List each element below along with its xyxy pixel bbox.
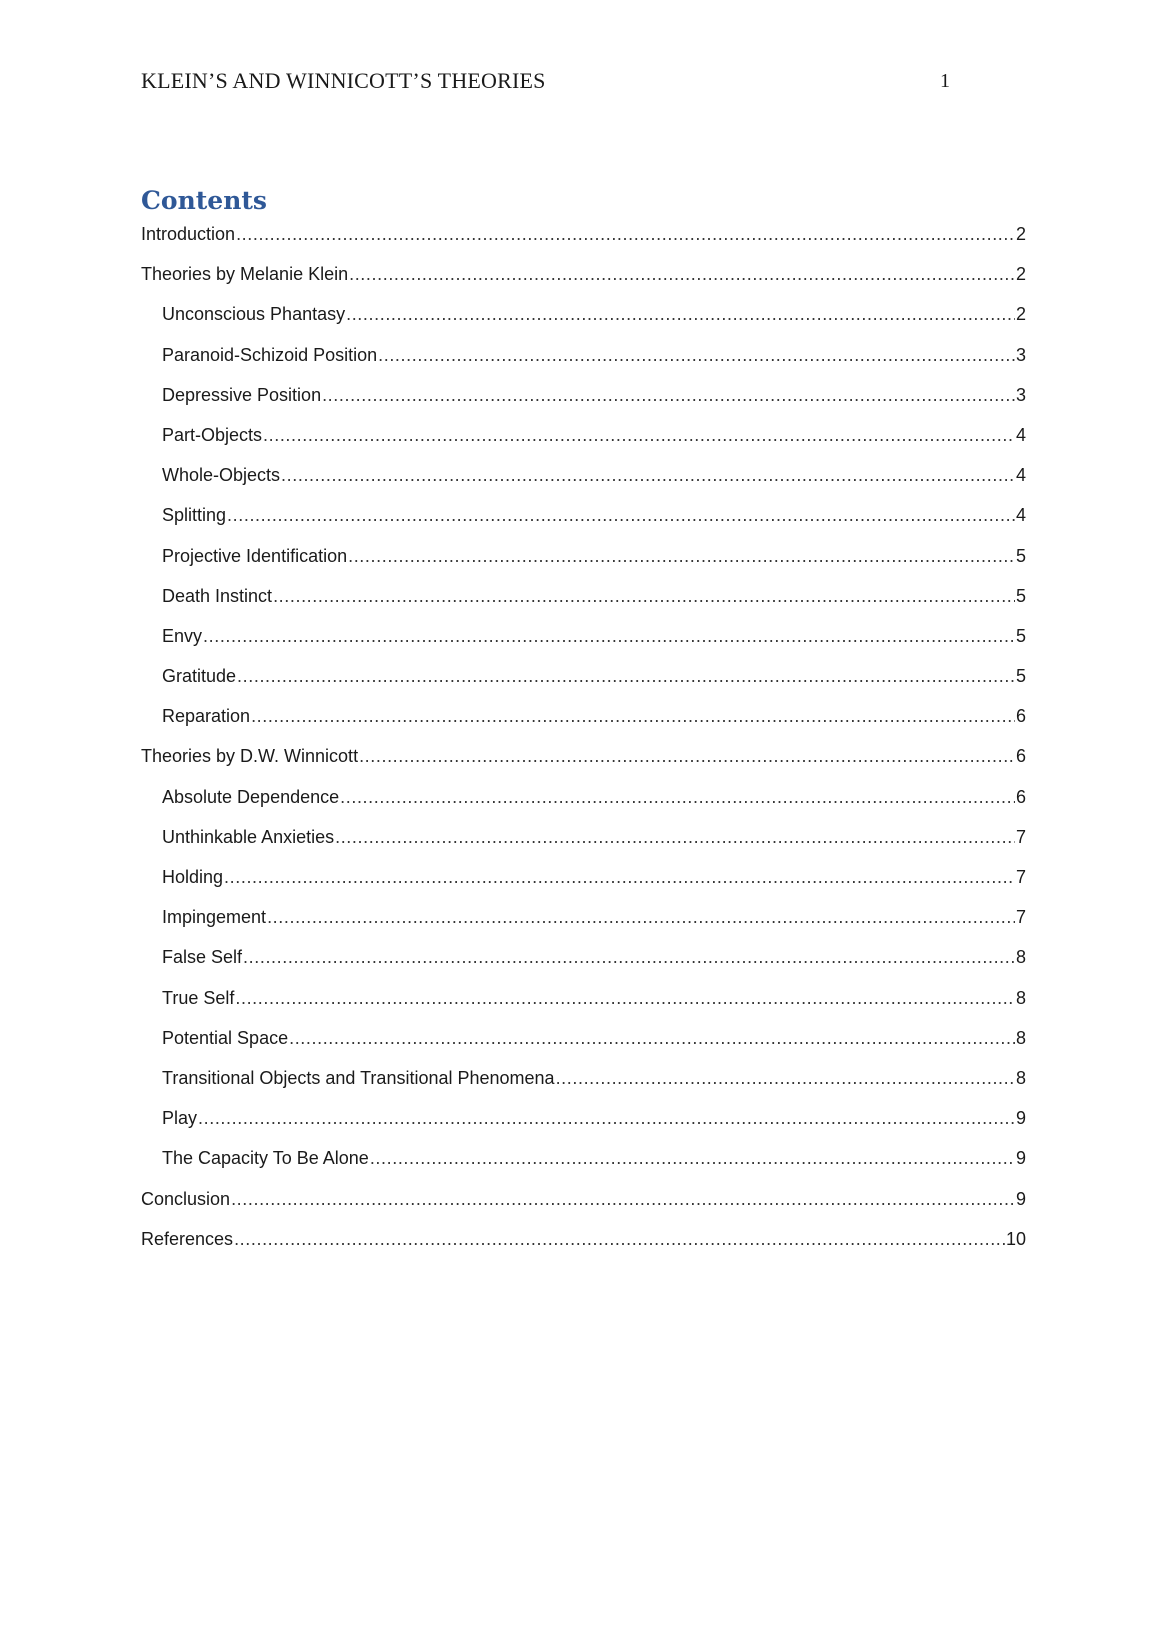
toc-entry-label: Gratitude	[162, 666, 237, 687]
toc-dot-leader	[203, 626, 1015, 648]
toc-entry[interactable]	[141, 827, 1026, 867]
toc-entry-page: 4	[1015, 424, 1026, 445]
toc-entry-page: 2	[1015, 264, 1026, 285]
toc-entry-label: Theories by Melanie Klein	[141, 264, 349, 285]
toc-entry-page: 6	[1015, 746, 1026, 767]
table-of-contents	[141, 224, 1026, 1269]
toc-dot-leader	[237, 666, 1015, 688]
toc-dot-leader	[235, 988, 1015, 1010]
toc-entry-page: 3	[1015, 384, 1026, 405]
toc-entry-label: Impingement	[162, 907, 267, 928]
toc-dot-leader	[340, 787, 1015, 809]
toc-dot-leader	[224, 867, 1015, 889]
toc-dot-leader	[263, 425, 1015, 447]
toc-entry-label: Depressive Position	[162, 384, 322, 405]
toc-entry[interactable]	[141, 425, 1026, 465]
toc-entry[interactable]	[141, 988, 1026, 1028]
toc-entry-label: Death Instinct	[162, 585, 273, 606]
toc-entry-label: Holding	[162, 867, 224, 887]
toc-entry-page: 4	[1015, 465, 1026, 486]
toc-entry-label: References	[141, 1228, 234, 1249]
toc-entry[interactable]	[141, 947, 1026, 987]
toc-entry-label: Unconscious Phantasy	[162, 304, 346, 325]
toc-dot-leader	[346, 304, 1015, 326]
toc-entry-page: 6	[1015, 706, 1026, 727]
toc-entry-page: 7	[1015, 907, 1026, 928]
toc-entry-label: Theories by D.W. Winnicott	[141, 746, 359, 767]
toc-entry[interactable]	[141, 1108, 1026, 1148]
toc-entry[interactable]	[141, 867, 1026, 907]
toc-entry[interactable]	[141, 746, 1026, 786]
toc-entry-label: Splitting	[162, 505, 227, 526]
toc-entry-page: 6	[1015, 786, 1026, 807]
toc-entry[interactable]	[141, 465, 1026, 505]
toc-dot-leader	[349, 264, 1015, 286]
toc-dot-leader	[556, 1068, 1015, 1090]
toc-entry-label: Reparation	[162, 706, 251, 727]
toc-dot-leader	[348, 546, 1015, 568]
toc-entry-label: Unthinkable Anxieties	[162, 826, 335, 847]
toc-entry-label: Projective Identification	[162, 545, 348, 566]
toc-entry-page: 8	[1015, 987, 1026, 1008]
toc-entry[interactable]	[141, 304, 1026, 344]
toc-dot-leader	[359, 746, 1015, 768]
toc-dot-leader	[289, 1028, 1015, 1050]
toc-dot-leader	[251, 706, 1015, 728]
toc-entry-page: 9	[1015, 1148, 1026, 1169]
toc-entry-page: 8	[1015, 1027, 1026, 1048]
toc-entry-page: 2	[1015, 224, 1026, 244]
toc-entry[interactable]	[141, 907, 1026, 947]
toc-dot-leader	[236, 224, 1015, 246]
toc-entry-page: 7	[1015, 867, 1026, 887]
toc-entry[interactable]	[141, 1229, 1026, 1269]
toc-entry-label: Play	[162, 1108, 198, 1129]
toc-entry-label: False Self	[162, 947, 243, 968]
toc-entry-label: Absolute Dependence	[162, 786, 340, 807]
toc-dot-leader	[243, 947, 1015, 969]
toc-dot-leader	[281, 465, 1015, 487]
toc-entry[interactable]	[141, 626, 1026, 666]
toc-dot-leader	[273, 586, 1015, 608]
toc-entry-label: Envy	[162, 625, 203, 646]
toc-entry[interactable]	[141, 1068, 1026, 1108]
toc-entry[interactable]	[141, 345, 1026, 385]
toc-entry[interactable]	[141, 1148, 1026, 1188]
toc-entry-label: Transitional Objects and Transitional Phenomena	[162, 1067, 555, 1088]
toc-entry[interactable]	[141, 1189, 1026, 1229]
toc-entry-page: 5	[1015, 666, 1026, 687]
toc-dot-leader	[198, 1108, 1015, 1130]
toc-dot-leader	[267, 907, 1015, 929]
toc-entry-page: 4	[1015, 505, 1026, 526]
toc-dot-leader	[370, 1148, 1015, 1170]
toc-dot-leader	[378, 345, 1015, 367]
toc-entry-label: Part-Objects	[162, 424, 263, 445]
toc-dot-leader	[227, 505, 1015, 527]
toc-entry-page: 3	[1015, 344, 1026, 365]
toc-entry-page: 9	[1015, 1108, 1026, 1129]
toc-entry-page: 8	[1015, 947, 1026, 968]
toc-entry-page: 5	[1015, 625, 1026, 646]
toc-entry-label: Conclusion	[141, 1188, 231, 1209]
toc-dot-leader	[322, 385, 1015, 407]
toc-entry-label: Potential Space	[162, 1027, 289, 1048]
toc-dot-leader	[234, 1229, 1005, 1251]
page-number: 1	[940, 70, 950, 92]
toc-entry[interactable]	[141, 505, 1026, 545]
toc-entry[interactable]	[141, 586, 1026, 626]
toc-heading: Contents	[141, 186, 268, 215]
toc-entry[interactable]	[141, 787, 1026, 827]
running-head: KLEIN’S AND WINNICOTT’S THEORIES	[141, 68, 546, 93]
toc-entry-label: Paranoid-Schizoid Position	[162, 344, 378, 365]
toc-entry-page: 9	[1015, 1188, 1026, 1209]
toc-dot-leader	[335, 827, 1015, 849]
toc-entry[interactable]	[141, 224, 1026, 264]
toc-entry-page: 5	[1015, 545, 1026, 566]
toc-dot-leader	[231, 1189, 1015, 1211]
toc-entry-page: 2	[1015, 304, 1026, 325]
toc-entry[interactable]	[141, 264, 1026, 304]
toc-entry-page: 10	[1005, 1228, 1026, 1249]
toc-entry[interactable]	[141, 706, 1026, 746]
toc-entry-label: Whole-Objects	[162, 465, 281, 486]
toc-entry[interactable]	[141, 1028, 1026, 1068]
toc-entry-page: 7	[1015, 826, 1026, 847]
toc-entry-label: Introduction	[141, 224, 236, 244]
toc-entry-page: 5	[1015, 585, 1026, 606]
toc-entry[interactable]	[141, 385, 1026, 425]
toc-entry[interactable]	[141, 666, 1026, 706]
toc-entry[interactable]	[141, 546, 1026, 586]
toc-entry-page: 8	[1015, 1067, 1026, 1088]
toc-entry-label: The Capacity To Be Alone	[162, 1148, 369, 1169]
toc-entry-label: True Self	[162, 987, 235, 1008]
